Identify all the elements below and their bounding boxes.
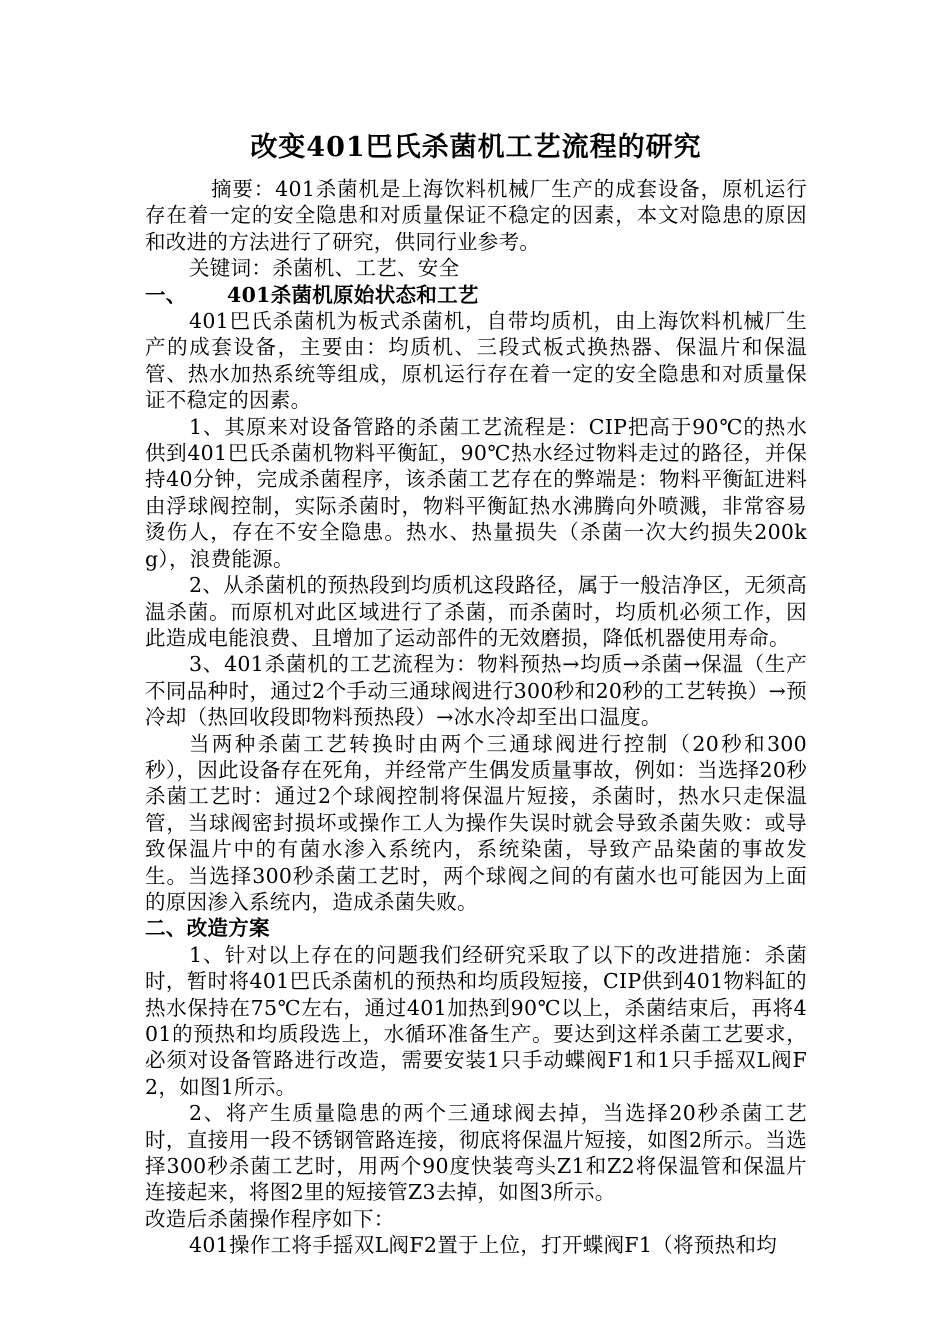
section-1-title: 401杀菌机原始状态和工艺 (227, 282, 479, 307)
document-title: 改变401巴氏杀菌机工艺流程的研究 (250, 132, 702, 163)
paragraph: 1、其原来对设备管路的杀菌工艺流程是：CIP把高于90℃的热水供到401巴氏杀菌机物料平衡缸，90℃热水经过物料走过的路径，并保持40分钟，完成杀菌程序，该杀菌工艺存在的弊端是：物料平衡缸进料由浮球阀控制，实际杀菌时，物料平衡缸热水沸腾向外喷溅，非常容易烫伤人，存在不安全隐患。热水、热量损失（杀菌一次大约损失200kg），浪费能源。 (145, 414, 807, 571)
section-1-heading (145, 282, 807, 308)
abstract: 摘要：401杀菌机是上海饮料机械厂生产的成套设备，原机运行存在着一定的安全隐患和对质量保证不稳定的因素，本文对隐患的原因和改进的方法进行了研究，供同行业参考。 (145, 177, 807, 254)
paragraph: 2、将产生质量隐患的两个三通球阀去掉，当选择20秒杀菌工艺时，直接用一段不锈钢管路连接，彻底将保温片短接，如图2所示。当选择300秒杀菌工艺时，用两个90度快装弯头Z1和Z2将保温管和保温片连接起来，将图2里的短接管Z3去掉，如图3所示。 (145, 1101, 807, 1205)
document-page (145, 128, 807, 1259)
paragraph: 2、从杀菌机的预热段到均质机这段路径，属于一般洁净区，无须高温杀菌。而原机对此区域进行了杀菌，而杀菌时，均质机必须工作，因此造成电能浪费、且增加了运动部件的无效磨损，降低机器使用寿命。 (145, 573, 807, 650)
section-2-heading: 二、改造方案 (145, 916, 270, 941)
program-heading: 改造后杀菌操作程序如下： (145, 1206, 395, 1231)
section-1-number: 一、 (145, 282, 187, 307)
paragraph: 401操作工将手摇双L阀F2置于上位，打开蝶阀F1（将预热和均 (189, 1233, 778, 1258)
paragraph: 401巴氏杀菌机为板式杀菌机，自带均质机，由上海饮料机械厂生产的成套设备，主要由：均质机、三段式板式换热器、保温片和保温管、热水加热系统等组成，原机运行存在着一定的安全隐患和对质量保证不稳定的因素。 (145, 309, 807, 413)
paragraph: 当两种杀菌工艺转换时由两个三通球阀进行控制（20秒和300秒），因此设备存在死角，并经常产生偶发质量事故，例如：当选择20秒杀菌工艺时：通过2个球阀控制将保温片短接，杀菌时，热水只走保温管，当球阀密封损坏或操作工人为操作失误时就会导致杀菌失败：或导致保温片中的有菌水渗入系统内，系统染菌，导致产品染菌的事故发生。当选择300秒杀菌工艺时，两个球阀之间的有菌水也可能因为上面的原因渗入系统内，造成杀菌失败。 (145, 731, 807, 914)
keywords: 关键词：杀菌机、工艺、安全 (189, 256, 460, 281)
paragraph: 1、针对以上存在的问题我们经研究采取了以下的改进措施：杀菌时，暂时将401巴氏杀菌机的预热和均质段短接，CIP供到401物料缸的热水保持在75℃左右，通过401加热到90℃以上，杀菌结束后，再将401的预热和均质段选上，水循环准备生产。要达到这样杀菌工艺要求，必须对设备管路进行改造，需要安装1只手动蝶阀F1和1只手摇双L阀F2，如图1所示。 (145, 942, 807, 1099)
paragraph: 3、401杀菌机的工艺流程为：物料预热→均质→杀菌→保温（生产不同品种时，通过2个手动三通球阀进行300秒和20秒的工艺转换）→预冷却（热回收段即物料预热段）→冰水冷却至出口温度。 (145, 652, 807, 730)
